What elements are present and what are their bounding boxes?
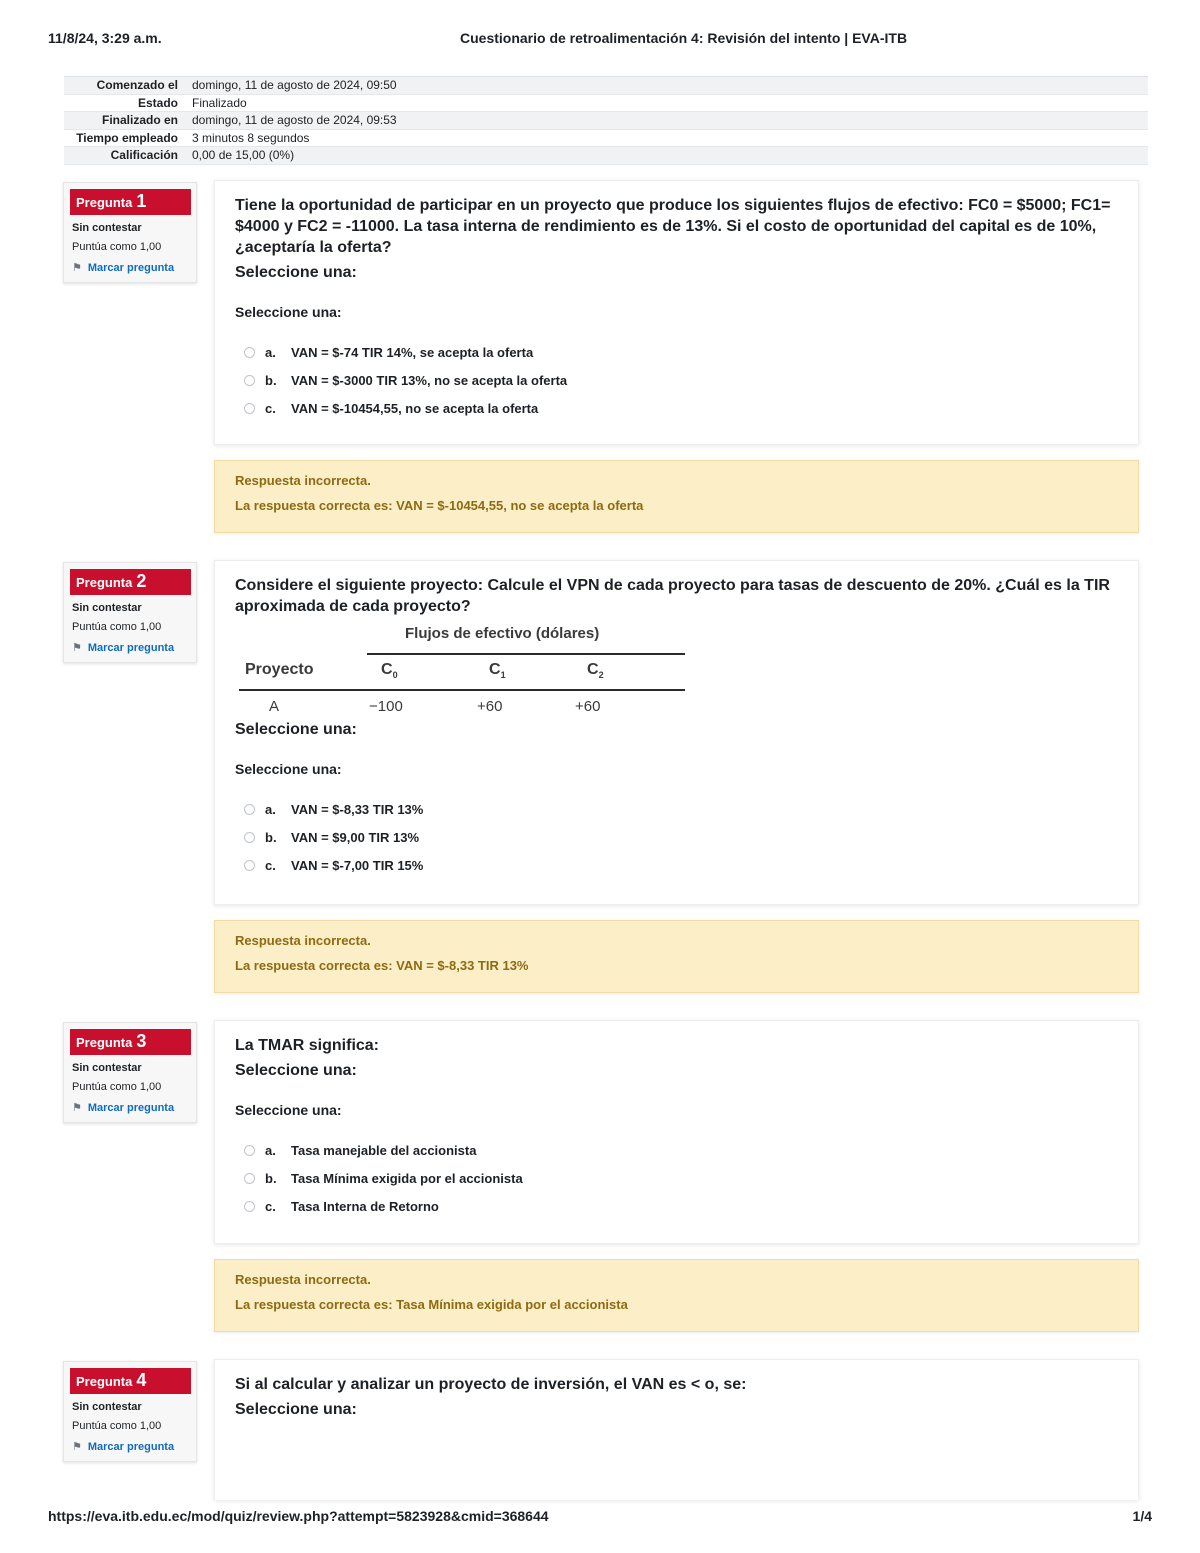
question-state: Sin contestar: [72, 1062, 142, 1074]
table-rule: [239, 689, 685, 691]
correct-answer-text: La respuesta correcta es: Tasa Mínima exigida por el accionista: [235, 1297, 628, 1312]
correct-answer-text: La respuesta correcta es: VAN = $-8,33 TIR 13%: [235, 958, 529, 973]
flag-question-label: Marcar pregunta: [87, 262, 175, 274]
flag-question-link[interactable]: [70, 1440, 190, 1453]
cash-flow-table-image: [235, 623, 687, 717]
question-word: Pregunta: [76, 575, 133, 590]
print-url: https://eva.itb.edu.ec/mod/quiz/review.php?attempt=5823928&cmid=368644: [48, 1508, 549, 1524]
summary-row: [64, 147, 1148, 165]
question-number: 1: [136, 191, 147, 211]
question-3-content: [214, 1020, 1139, 1244]
question-word: Pregunta: [76, 1374, 133, 1389]
answer-list: [235, 1136, 1118, 1220]
radio-button[interactable]: [244, 1201, 255, 1212]
table-col-label: C: [381, 661, 393, 678]
table-col-project: Proyecto: [245, 661, 314, 678]
question-state: Sin contestar: [72, 222, 142, 234]
answer-option[interactable]: [235, 851, 1118, 879]
answer-list: [235, 795, 1118, 879]
answer-letter: b.: [265, 372, 277, 388]
question-2-feedback: [214, 920, 1139, 993]
question-2-content: [214, 560, 1139, 905]
question-number-badge: [70, 1029, 191, 1055]
answer-text: Tasa Interna de Retorno: [291, 1198, 439, 1214]
table-col-sub: 1: [500, 670, 506, 681]
question-number-badge: [70, 569, 191, 595]
question-grade: Puntúa como 1,00: [72, 621, 162, 633]
question-4-info: [63, 1361, 197, 1462]
answer-text: VAN = $-74 TIR 14%, se acepta la oferta: [291, 344, 534, 360]
answer-letter: c.: [265, 857, 276, 873]
print-page-number: 1/4: [1132, 1508, 1152, 1524]
summary-value: domingo, 11 de agosto de 2024, 09:53: [192, 113, 397, 128]
summary-label: Tiempo empleado: [76, 130, 178, 145]
feedback-status: Respuesta incorrecta.: [235, 1272, 371, 1287]
answer-option[interactable]: [235, 394, 1118, 422]
radio-button[interactable]: [244, 1173, 255, 1184]
answer-text: VAN = $9,00 TIR 13%: [291, 829, 420, 845]
select-one-label: Seleccione una:: [235, 304, 342, 320]
answer-option[interactable]: [235, 1136, 1118, 1164]
summary-label: Calificación: [110, 148, 178, 163]
select-one-prompt: Seleccione una:: [235, 264, 357, 281]
question-1-content: [214, 180, 1139, 445]
question-text: Considere el siguiente proyecto: Calcule el VPN de cada proyecto para tasas de descuento de 20%. ¿Cuál es la TIR aproximada de cada proyecto?: [235, 577, 1110, 615]
question-3-info: [63, 1022, 197, 1123]
table-col-label: C: [587, 661, 599, 678]
table-col-c0: [381, 661, 398, 680]
answer-letter: c.: [265, 400, 276, 416]
table-col-label: C: [489, 661, 501, 678]
question-grade: Puntúa como 1,00: [72, 241, 162, 253]
select-one-prompt: Seleccione una:: [235, 721, 357, 738]
answer-text: Tasa Mínima exigida por el accionista: [291, 1170, 523, 1186]
question-number-badge: [70, 189, 191, 215]
question-grade: Puntúa como 1,00: [72, 1081, 162, 1093]
summary-value: domingo, 11 de agosto de 2024, 09:50: [192, 78, 397, 92]
flag-question-link[interactable]: [70, 261, 190, 274]
answer-option[interactable]: [235, 338, 1118, 366]
summary-row: [64, 130, 1148, 148]
summary-value: Finalizado: [192, 95, 247, 110]
question-number: 4: [136, 1370, 147, 1390]
answer-letter: b.: [265, 829, 277, 845]
radio-button[interactable]: [244, 403, 255, 414]
select-one-label: Seleccione una:: [235, 761, 342, 777]
flag-icon: ⚑: [72, 642, 82, 654]
attempt-summary-table: [64, 76, 1148, 165]
question-1-feedback: [214, 460, 1139, 533]
table-col-sub: 0: [392, 670, 398, 681]
flag-icon: ⚑: [72, 262, 82, 274]
question-state: Sin contestar: [72, 602, 142, 614]
radio-button[interactable]: [244, 1145, 255, 1156]
answer-letter: c.: [265, 1198, 276, 1214]
radio-button[interactable]: [244, 832, 255, 843]
flag-question-label: Marcar pregunta: [87, 642, 175, 654]
summary-value: 0,00 de 15,00 (0%): [192, 148, 295, 163]
table-cell: −100: [369, 698, 403, 715]
question-2-info: [63, 562, 197, 663]
answer-letter: a.: [265, 801, 276, 817]
table-col-c1: [489, 661, 506, 680]
table-cell: +60: [575, 698, 601, 715]
question-number: 2: [136, 571, 147, 591]
question-word: Pregunta: [76, 195, 133, 210]
answer-text: VAN = $-10454,55, no se acepta la oferta: [291, 400, 539, 416]
table-cell: +60: [477, 698, 503, 715]
answer-text: VAN = $-7,00 TIR 15%: [291, 857, 424, 873]
summary-label: Comenzado el: [96, 78, 178, 92]
answer-text: Tasa manejable del accionista: [291, 1142, 477, 1158]
print-page-title: Cuestionario de retroalimentación 4: Revisión del intento | EVA-ITB: [460, 30, 908, 46]
print-footer: [48, 1508, 1152, 1528]
print-header: [48, 30, 1152, 50]
correct-answer-text: La respuesta correcta es: VAN = $-10454,55, no se acepta la oferta: [235, 498, 644, 513]
question-text: La TMAR significa:: [235, 1037, 380, 1054]
select-one-prompt: Seleccione una:: [235, 1401, 357, 1418]
summary-row: [64, 95, 1148, 113]
summary-label: Estado: [137, 95, 178, 110]
flag-question-label: Marcar pregunta: [87, 1102, 175, 1114]
flag-icon: ⚑: [72, 1441, 82, 1453]
print-datetime: 11/8/24, 3:29 a.m.: [48, 30, 162, 46]
question-text: Si al calcular y analizar un proyecto de inversión, el VAN es < o, se:: [235, 1376, 747, 1393]
answer-option[interactable]: [235, 795, 1118, 823]
question-text: Tiene la oportunidad de participar en un proyecto que produce los siguientes flujos de efectivo: FC0 = $5000; FC1= $4000 y FC2 = -11000. La tasa interna de rendimiento es de 13%. Si el costo de oportunidad del capital es de 10%, ¿aceptaría la oferta?: [235, 197, 1111, 256]
radio-button[interactable]: [244, 347, 255, 358]
answer-letter: a.: [265, 344, 276, 360]
question-4-content: [214, 1359, 1139, 1500]
feedback-status: Respuesta incorrecta.: [235, 473, 371, 488]
question-grade: Puntúa como 1,00: [72, 1420, 162, 1432]
flag-question-label: Marcar pregunta: [87, 1441, 175, 1453]
flag-question-link[interactable]: [70, 641, 190, 654]
table-cell: A: [269, 698, 280, 715]
answer-option[interactable]: [235, 1164, 1118, 1192]
radio-button[interactable]: [244, 375, 255, 386]
answer-option[interactable]: [235, 1192, 1118, 1220]
table-col-c2: [587, 661, 604, 680]
radio-button[interactable]: [244, 804, 255, 815]
table-header: Flujos de efectivo (dólares): [405, 625, 600, 642]
table-col-sub: 2: [598, 670, 604, 681]
question-number-badge: [70, 1368, 191, 1394]
question-word: Pregunta: [76, 1035, 133, 1050]
summary-label: Finalizado en: [101, 113, 178, 128]
radio-button[interactable]: [244, 860, 255, 871]
answer-letter: a.: [265, 1142, 276, 1158]
answer-text: VAN = $-8,33 TIR 13%: [291, 801, 424, 817]
select-one-prompt: Seleccione una:: [235, 1062, 357, 1079]
question-3-feedback: [214, 1259, 1139, 1332]
summary-row: [64, 77, 1148, 95]
question-1-info: [63, 182, 197, 283]
flag-question-link[interactable]: [70, 1101, 190, 1114]
select-one-label: Seleccione una:: [235, 1102, 342, 1118]
answer-list: [235, 338, 1118, 422]
answer-letter: b.: [265, 1170, 277, 1186]
answer-option[interactable]: [235, 823, 1118, 851]
summary-value: 3 minutos 8 segundos: [192, 130, 310, 145]
flag-icon: ⚑: [72, 1102, 82, 1114]
answer-option[interactable]: [235, 366, 1118, 394]
answer-text: VAN = $-3000 TIR 13%, no se acepta la oferta: [291, 372, 568, 388]
feedback-status: Respuesta incorrecta.: [235, 933, 371, 948]
question-number: 3: [136, 1031, 147, 1051]
summary-row: [64, 112, 1148, 130]
question-state: Sin contestar: [72, 1401, 142, 1413]
table-rule: [367, 653, 685, 655]
